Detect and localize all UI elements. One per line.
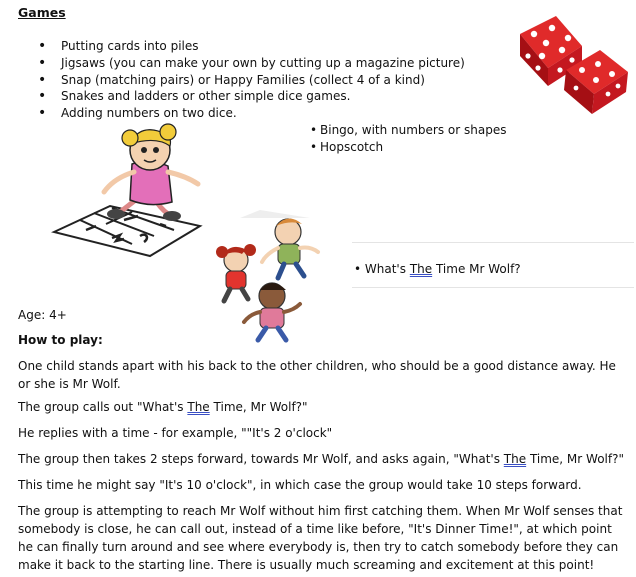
wolf-game-item: • What's The Time Mr Wolf? (354, 262, 521, 276)
list-item: • Putting cards into piles (0, 38, 465, 55)
paragraph-text: The group calls out "What's (18, 400, 188, 414)
paragraph: One child stands apart with his back to the other children, who should be a good distance away. He or she is Mr Wolf. (18, 359, 616, 391)
divider (352, 287, 634, 288)
list-item: • Hopscotch (310, 139, 507, 156)
underlined-word: The (503, 452, 527, 466)
child-boy-green (262, 218, 318, 278)
list-item: • Jigsaws (you can make your own by cutting up a magazine picture) (0, 55, 465, 72)
paragraph: The group is attempting to reach Mr Wolf without him first catching them. When Mr Wolf senses that somebody is close, he can call out, instead of a time like before, "It's Dinner Time!", at which point he can finally turn around and see where everybody is, then try to catch somebody before they can make it back to the starting line. There is usually much screaming and excitement at this point! (18, 504, 623, 572)
list-item: • Bingo, with numbers or shapes (310, 122, 507, 139)
age-label: Age: 4+ (18, 308, 67, 322)
dice-image (512, 10, 632, 120)
paragraph (18, 398, 628, 416)
games-list (0, 38, 465, 122)
more-games-list (310, 122, 507, 155)
children-image (200, 210, 340, 350)
paragraph: He replies with a time - for example, ""It's 2 o'clock" (18, 426, 333, 440)
section-title: Games (18, 5, 66, 20)
child-pink-shirt (244, 283, 300, 340)
paragraph: This time he might say "It's 10 o'clock", in which case the group would take 10 steps forward. (18, 478, 582, 492)
wolf-game-text: What's (364, 262, 410, 276)
paragraph (18, 450, 628, 468)
underlined-word: The (187, 400, 210, 414)
list-item: • Snakes and ladders or other simple dice games. (0, 88, 465, 105)
list-item: • Snap (matching pairs) or Happy Families (collect 4 of a kind) (0, 72, 465, 89)
divider (352, 242, 634, 243)
underlined-word: The (409, 262, 433, 276)
paragraph-text: The group then takes 2 steps forward, towards Mr Wolf, and asks again, "What's (18, 452, 504, 466)
child-girl-red (216, 244, 256, 301)
how-to-play-heading: How to play: (18, 333, 103, 347)
wolf-game-text: Time Mr Wolf? (432, 262, 521, 276)
list-item: • Adding numbers on two dice. (0, 105, 465, 122)
paragraph-text: Time, Mr Wolf?" (209, 400, 308, 414)
paragraph-text: Time, Mr Wolf?" (526, 452, 624, 466)
